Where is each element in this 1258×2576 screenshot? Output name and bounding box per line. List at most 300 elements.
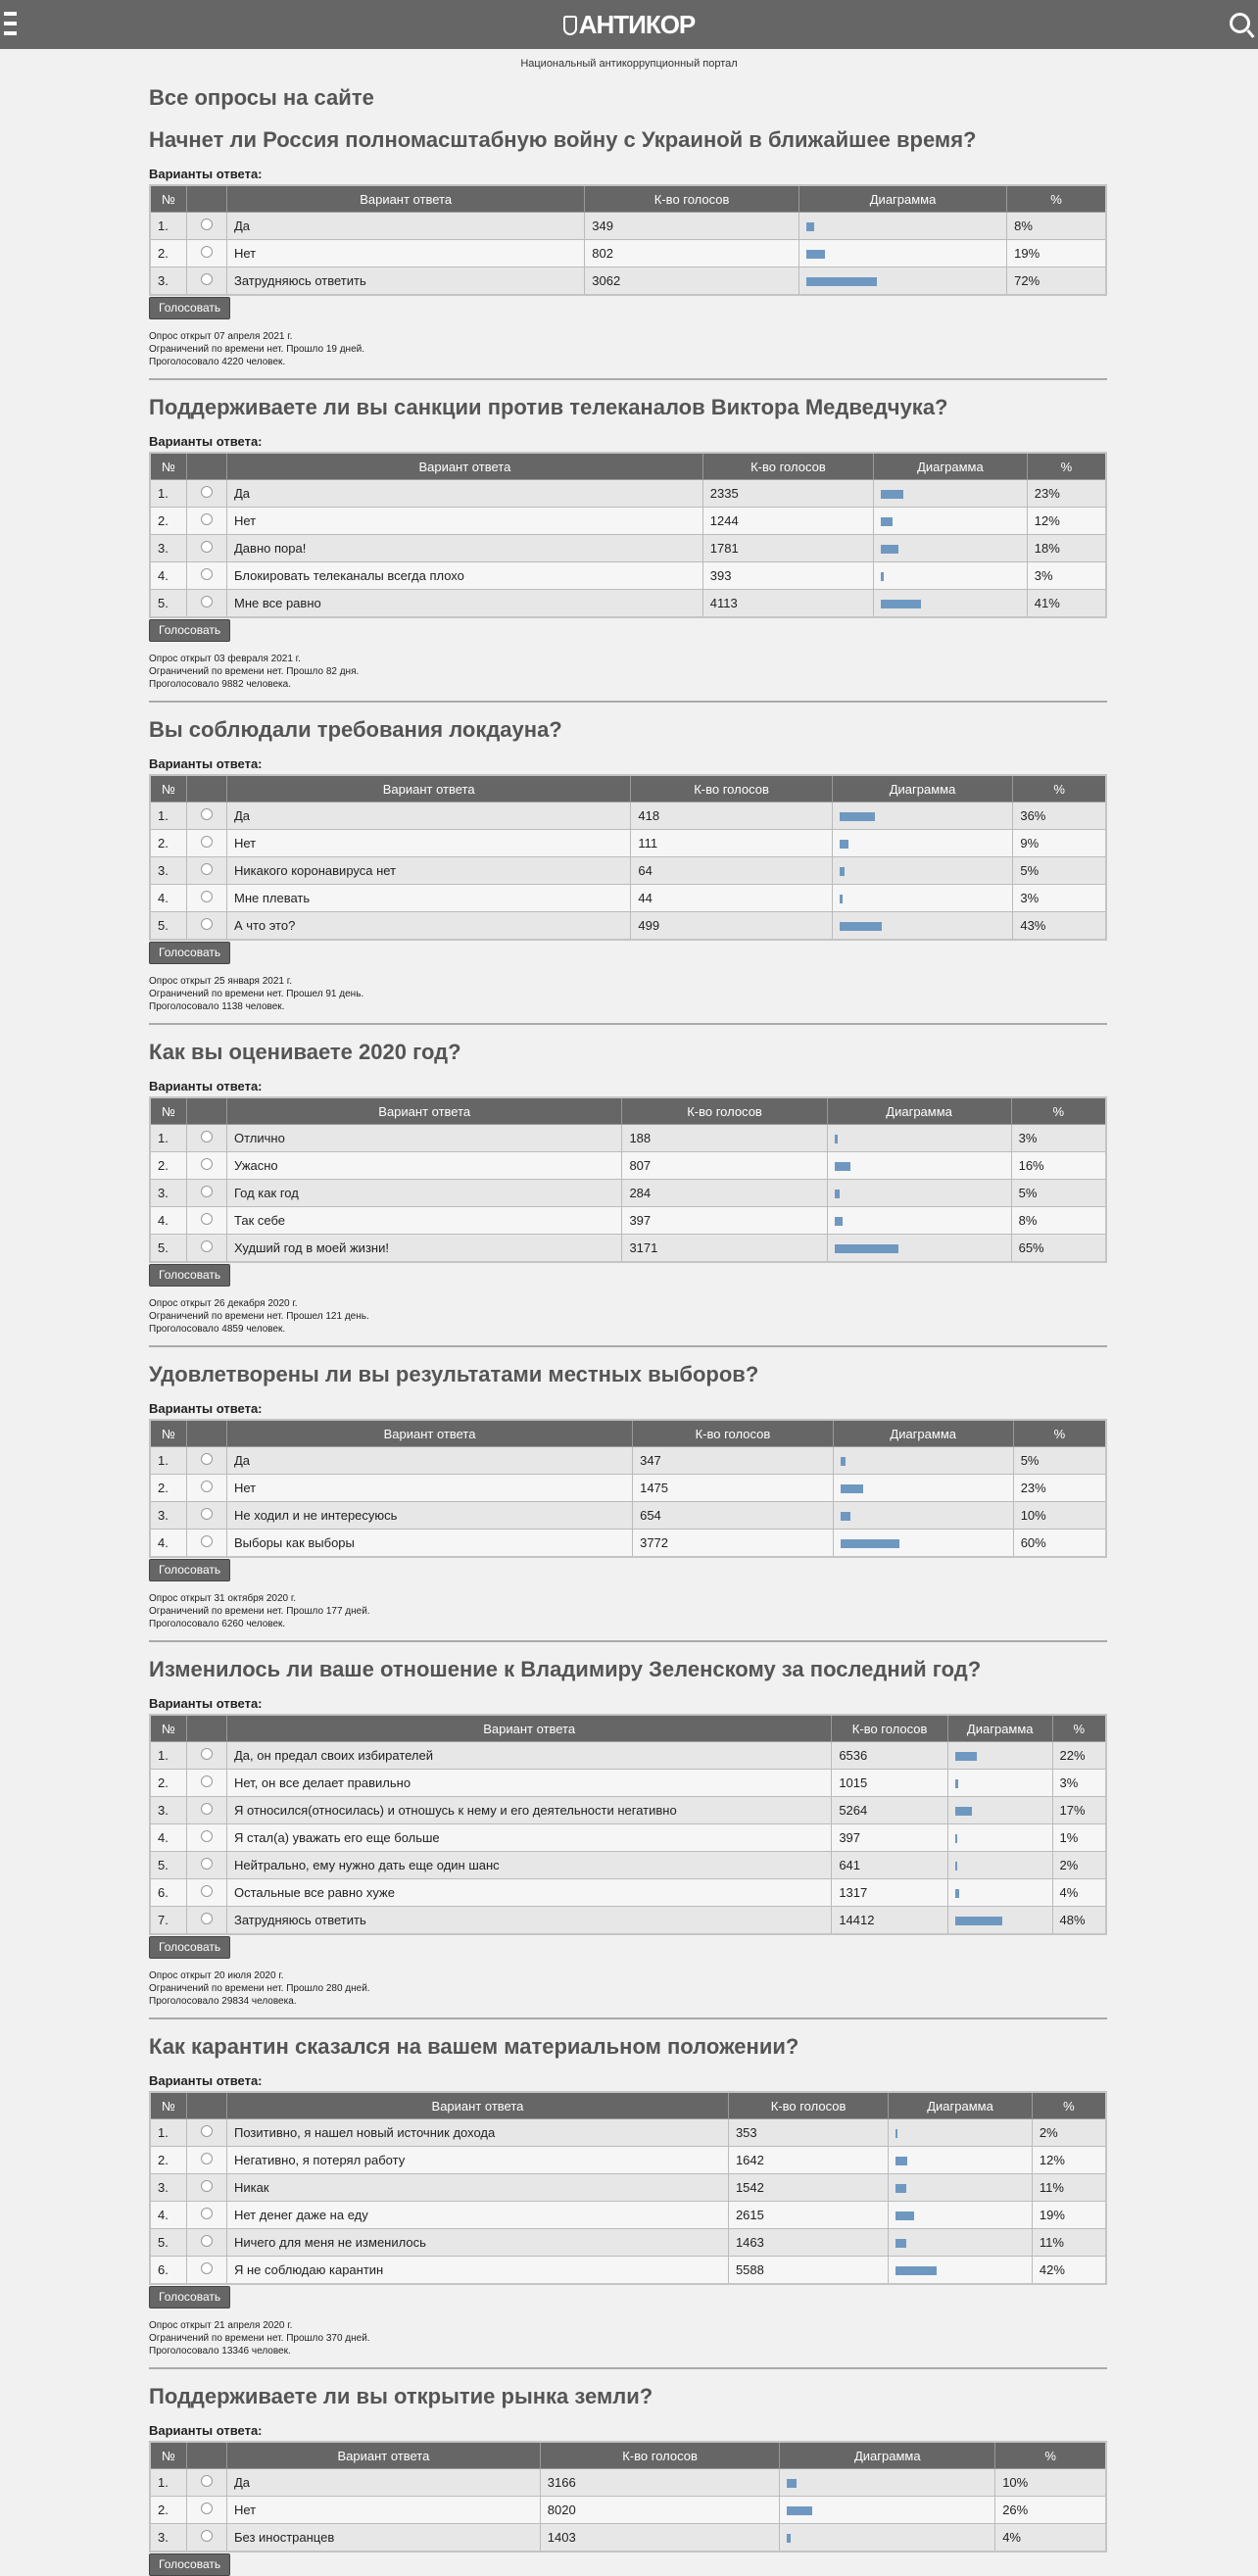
table-row — [150, 857, 1106, 885]
diagram-cell — [832, 830, 1013, 857]
percent: 11% — [1032, 2174, 1106, 2202]
meta-line: Ограничений по времени нет. Прошло 370 дней. — [149, 2333, 370, 2344]
percent: 43% — [1013, 912, 1106, 941]
answer-label: Мне плевать — [227, 885, 631, 912]
vote-button[interactable]: Голосовать — [149, 942, 230, 964]
logo-text: АНТИКОР — [578, 10, 696, 39]
diagram-cell — [832, 912, 1013, 941]
vote-count: 1015 — [832, 1770, 948, 1797]
answer-radio[interactable] — [201, 808, 213, 820]
column-header — [187, 453, 227, 480]
vote-button[interactable]: Голосовать — [149, 1264, 230, 1287]
answer-label: Нет денег даже на еду — [227, 2202, 729, 2229]
result-bar — [835, 1135, 838, 1143]
radio-cell — [187, 1824, 227, 1852]
percent: 5% — [1013, 1447, 1106, 1475]
table-row — [150, 1907, 1106, 1935]
column-header — [187, 1097, 227, 1125]
result-bar — [841, 1539, 899, 1548]
row-number: 2. — [150, 1770, 187, 1797]
result-bar — [835, 1190, 840, 1198]
answer-radio[interactable] — [201, 1508, 213, 1520]
meta-line: Ограничений по времени нет. Прошло 19 дней. — [149, 344, 364, 355]
percent: 12% — [1027, 508, 1106, 535]
answer-label: Мне все равно — [227, 590, 703, 618]
row-number: 4. — [150, 2202, 187, 2229]
answer-label: Нет — [227, 1475, 633, 1502]
answer-label: Никакого коронавируса нет — [227, 857, 631, 885]
vote-count: 1542 — [728, 2174, 888, 2202]
answer-label: Давно пора! — [227, 535, 703, 562]
diagram-cell — [947, 1770, 1052, 1797]
answer-label: Выборы как выборы — [227, 1530, 633, 1558]
diagram-cell — [947, 1852, 1052, 1879]
meta-line: Опрос открыт 21 апреля 2020 г. — [149, 2320, 293, 2331]
vote-count: 1642 — [728, 2147, 888, 2174]
vote-button[interactable]: Голосовать — [149, 297, 230, 319]
row-number: 5. — [150, 1235, 187, 1263]
vote-count: 1781 — [702, 535, 873, 562]
column-header: Диаграмма — [889, 2092, 1033, 2119]
percent: 2% — [1032, 2119, 1106, 2147]
radio-cell — [187, 1125, 227, 1152]
site-logo[interactable] — [0, 0, 1258, 49]
table-row — [150, 2147, 1106, 2174]
row-number: 5. — [150, 590, 187, 618]
column-header: Диаграмма — [827, 1097, 1011, 1125]
column-header: К-во голосов — [728, 2092, 888, 2119]
answer-radio[interactable] — [201, 1481, 213, 1492]
percent: 36% — [1013, 802, 1106, 830]
meta-line: Проголосовало 6260 человек. — [149, 1619, 286, 1629]
table-row — [150, 508, 1106, 535]
row-number: 1. — [150, 1447, 187, 1475]
radio-cell — [187, 2174, 227, 2202]
radio-cell — [187, 1475, 227, 1502]
poll-section — [149, 2019, 1107, 2369]
percent: 48% — [1052, 1907, 1106, 1935]
table-row — [150, 1235, 1106, 1263]
column-header: № — [150, 453, 187, 480]
vote-count: 1317 — [832, 1879, 948, 1907]
poll-table — [149, 2091, 1107, 2285]
row-number: 5. — [150, 1852, 187, 1879]
column-header: % — [1032, 2092, 1106, 2119]
meta-line: Опрос открыт 03 февраля 2021 г. — [149, 654, 301, 664]
answer-label: Затрудняюсь ответить — [227, 267, 585, 296]
vote-count: 1244 — [702, 508, 873, 535]
table-row — [150, 1797, 1106, 1824]
radio-cell — [187, 1742, 227, 1770]
row-number: 2. — [150, 830, 187, 857]
column-header: % — [1027, 453, 1106, 480]
vote-button[interactable]: Голосовать — [149, 2553, 230, 2576]
radio-cell — [187, 480, 227, 508]
vote-count: 1475 — [633, 1475, 834, 1502]
vote-count: 1463 — [728, 2229, 888, 2257]
table-row — [150, 2257, 1106, 2285]
column-header: Вариант ответа — [227, 453, 703, 480]
vote-count: 4113 — [702, 590, 873, 618]
answer-radio[interactable] — [201, 2235, 213, 2247]
diagram-cell — [832, 802, 1013, 830]
poll-meta — [149, 653, 1107, 691]
column-header: № — [150, 1715, 187, 1742]
column-header: К-во голосов — [832, 1715, 948, 1742]
table-row — [150, 1530, 1106, 1558]
table-row — [150, 480, 1106, 508]
page-title: Все опросы на сайте — [149, 85, 374, 110]
vote-count: 3166 — [540, 2469, 780, 2497]
table-row — [150, 2229, 1106, 2257]
poll-title: Как карантин сказался на вашем материальном положении? — [149, 2034, 799, 2059]
poll-meta — [149, 975, 1107, 1013]
answer-label: Блокировать телеканалы всегда плохо — [227, 562, 703, 590]
vote-button[interactable]: Голосовать — [149, 2286, 230, 2309]
answer-radio[interactable] — [201, 1535, 213, 1547]
radio-cell — [187, 1180, 227, 1207]
meta-line: Опрос открыт 20 июля 2020 г. — [149, 1970, 284, 1981]
column-header: № — [150, 1420, 187, 1447]
poll-title: Изменилось ли ваше отношение к Владимиру Зеленскому за последний год? — [149, 1657, 982, 1681]
answer-label: Без иностранцев — [227, 2524, 541, 2552]
vote-count: 802 — [585, 240, 799, 267]
answer-radio[interactable] — [201, 1775, 213, 1787]
vote-count: 807 — [622, 1152, 827, 1180]
answer-radio[interactable] — [201, 1885, 213, 1897]
radio-cell — [187, 213, 227, 240]
radio-cell — [187, 1907, 227, 1935]
percent: 65% — [1011, 1235, 1106, 1263]
diagram-cell — [947, 1797, 1052, 1824]
table-row — [150, 1447, 1106, 1475]
poll-section — [149, 113, 1107, 380]
column-header: Диаграмма — [832, 775, 1013, 802]
radio-cell — [187, 1152, 227, 1180]
radio-cell — [187, 1797, 227, 1824]
result-bar — [955, 1779, 958, 1788]
table-row — [150, 1770, 1106, 1797]
percent: 3% — [1052, 1770, 1106, 1797]
answer-radio[interactable] — [201, 486, 213, 498]
column-header: % — [1007, 185, 1106, 213]
diagram-cell — [827, 1180, 1011, 1207]
answer-radio[interactable] — [201, 891, 213, 902]
row-number: 2. — [150, 2147, 187, 2174]
poll-meta — [149, 2319, 1107, 2357]
vote-count: 5588 — [728, 2257, 888, 2285]
radio-cell — [187, 885, 227, 912]
vote-count: 499 — [631, 912, 832, 941]
answer-radio[interactable] — [201, 2153, 213, 2164]
column-header: К-во голосов — [702, 453, 873, 480]
answer-radio[interactable] — [201, 1453, 213, 1465]
percent: 3% — [1011, 1125, 1106, 1152]
row-number: 1. — [150, 802, 187, 830]
table-row — [150, 213, 1106, 240]
radio-cell — [187, 2469, 227, 2497]
answer-radio[interactable] — [201, 1748, 213, 1760]
column-header: № — [150, 1097, 187, 1125]
column-header: № — [150, 775, 187, 802]
row-number: 4. — [150, 1530, 187, 1558]
result-bar — [840, 922, 882, 931]
percent: 3% — [1027, 562, 1106, 590]
table-header-row — [150, 1097, 1106, 1125]
result-bar — [840, 812, 875, 821]
table-row — [150, 267, 1106, 296]
answer-label: Да — [227, 1447, 633, 1475]
radio-cell — [187, 1530, 227, 1558]
vote-count: 2615 — [728, 2202, 888, 2229]
column-header: Диаграмма — [947, 1715, 1052, 1742]
table-row — [150, 562, 1106, 590]
row-number: 1. — [150, 1742, 187, 1770]
table-row — [150, 1475, 1106, 1502]
table-row — [150, 1125, 1106, 1152]
options-label: Варианты ответа: — [149, 2423, 263, 2438]
poll-section — [149, 2369, 1107, 2576]
row-number: 7. — [150, 1907, 187, 1935]
radio-cell — [187, 590, 227, 618]
radio-cell — [187, 535, 227, 562]
row-number: 3. — [150, 1180, 187, 1207]
poll-table — [149, 1714, 1107, 1935]
answer-radio[interactable] — [201, 2180, 213, 2192]
percent: 42% — [1032, 2257, 1106, 2285]
table-header-row — [150, 185, 1106, 213]
poll-section — [149, 1347, 1107, 1642]
column-header: № — [150, 185, 187, 213]
meta-line: Проголосовало 29834 человека. — [149, 1996, 297, 2007]
vote-count: 44 — [631, 885, 832, 912]
vote-count: 3062 — [585, 267, 799, 296]
meta-line: Опрос открыт 25 января 2021 г. — [149, 976, 292, 987]
column-header: Вариант ответа — [227, 1420, 633, 1447]
vote-count: 188 — [622, 1125, 827, 1152]
row-number: 6. — [150, 2257, 187, 2285]
poll-title: Вы соблюдали требования локдауна? — [149, 717, 562, 742]
vote-count: 1403 — [540, 2524, 780, 2552]
percent: 16% — [1011, 1152, 1106, 1180]
percent: 18% — [1027, 535, 1106, 562]
diagram-cell — [889, 2147, 1033, 2174]
answer-radio[interactable] — [201, 918, 213, 930]
meta-line: Ограничений по времени нет. Прошел 91 день. — [149, 989, 364, 999]
meta-line: Опрос открыт 26 декабря 2020 г. — [149, 1298, 298, 1309]
answer-radio[interactable] — [201, 219, 213, 230]
table-header-row — [150, 1715, 1106, 1742]
result-bar — [787, 2479, 797, 2488]
answer-label: Нет — [227, 830, 631, 857]
percent: 17% — [1052, 1797, 1106, 1824]
column-header: Вариант ответа — [227, 2442, 541, 2469]
result-bar — [840, 895, 843, 903]
poll-table — [149, 452, 1107, 618]
radio-cell — [187, 2119, 227, 2147]
row-number: 4. — [150, 562, 187, 590]
column-header: К-во голосов — [585, 185, 799, 213]
row-number: 3. — [150, 267, 187, 296]
result-bar — [840, 867, 845, 876]
diagram-cell — [889, 2174, 1033, 2202]
answer-label: Никак — [227, 2174, 729, 2202]
result-bar — [955, 1862, 957, 1871]
vote-button[interactable]: Голосовать — [149, 1559, 230, 1581]
row-number: 2. — [150, 1475, 187, 1502]
answer-radio[interactable] — [201, 513, 213, 525]
poll-meta — [149, 1297, 1107, 1336]
diagram-cell — [827, 1152, 1011, 1180]
row-number: 2. — [150, 508, 187, 535]
answer-radio[interactable] — [201, 2530, 213, 2542]
vote-count: 111 — [631, 830, 832, 857]
search-icon[interactable] — [1230, 13, 1250, 33]
answer-radio[interactable] — [201, 836, 213, 848]
vote-button[interactable]: Голосовать — [149, 619, 230, 642]
answer-radio[interactable] — [201, 246, 213, 258]
diagram-cell — [798, 240, 1006, 267]
table-row — [150, 1152, 1106, 1180]
radio-cell — [187, 2202, 227, 2229]
radio-cell — [187, 2147, 227, 2174]
row-number: 1. — [150, 213, 187, 240]
row-number: 5. — [150, 2229, 187, 2257]
diagram-cell — [833, 1502, 1013, 1530]
poll-meta — [149, 330, 1107, 368]
answer-radio[interactable] — [201, 2503, 213, 2514]
column-header: % — [1013, 775, 1106, 802]
answer-radio[interactable] — [201, 1213, 213, 1225]
vote-count: 397 — [832, 1824, 948, 1852]
radio-cell — [187, 2524, 227, 2552]
diagram-cell — [889, 2119, 1033, 2147]
percent: 23% — [1013, 1475, 1106, 1502]
poll-title: Поддерживаете ли вы открытие рынка земли? — [149, 2384, 653, 2408]
answer-radio[interactable] — [201, 2475, 213, 2487]
result-bar — [881, 545, 898, 554]
answer-radio[interactable] — [201, 568, 213, 580]
options-label: Варианты ответа: — [149, 1079, 263, 1094]
radio-cell — [187, 2497, 227, 2524]
column-header: % — [995, 2442, 1106, 2469]
radio-cell — [187, 1770, 227, 1797]
table-row — [150, 1180, 1106, 1207]
vote-count: 5264 — [832, 1797, 948, 1824]
vote-count: 418 — [631, 802, 832, 830]
radio-cell — [187, 857, 227, 885]
result-bar — [881, 490, 903, 499]
answer-radio[interactable] — [201, 863, 213, 875]
result-bar — [881, 517, 893, 526]
result-bar — [835, 1217, 843, 1226]
table-row — [150, 912, 1106, 941]
row-number: 2. — [150, 2497, 187, 2524]
vote-count: 6536 — [832, 1742, 948, 1770]
percent: 3% — [1013, 885, 1106, 912]
answer-label: Нейтрально, ему нужно дать еще один шанс — [227, 1852, 832, 1879]
answer-radio[interactable] — [201, 2125, 213, 2137]
answer-label: Остальные все равно хуже — [227, 1879, 832, 1907]
answer-radio[interactable] — [201, 1830, 213, 1842]
meta-line: Опрос открыт 07 апреля 2021 г. — [149, 331, 293, 342]
answer-radio[interactable] — [201, 1858, 213, 1870]
shield-icon — [563, 16, 577, 35]
row-number: 4. — [150, 1207, 187, 1235]
percent: 12% — [1032, 2147, 1106, 2174]
answer-label: Я не соблюдаю карантин — [227, 2257, 729, 2285]
vote-count: 654 — [633, 1502, 834, 1530]
result-bar — [806, 222, 814, 231]
column-header: Диаграмма — [833, 1420, 1013, 1447]
answer-radio[interactable] — [201, 1240, 213, 1252]
percent: 22% — [1052, 1742, 1106, 1770]
diagram-cell — [833, 1475, 1013, 1502]
percent: 4% — [1052, 1879, 1106, 1907]
result-bar — [835, 1244, 898, 1253]
diagram-cell — [798, 213, 1006, 240]
table-row — [150, 885, 1106, 912]
vote-button[interactable]: Голосовать — [149, 1936, 230, 1959]
table-row — [150, 2174, 1106, 2202]
vote-count: 14412 — [832, 1907, 948, 1935]
column-header: % — [1011, 1097, 1106, 1125]
diagram-cell — [947, 1742, 1052, 1770]
column-header: К-во голосов — [631, 775, 832, 802]
answer-radio[interactable] — [201, 541, 213, 553]
meta-line: Ограничений по времени нет. Прошло 82 дня. — [149, 666, 360, 677]
diagram-cell — [827, 1207, 1011, 1235]
table-row — [150, 1824, 1106, 1852]
column-header: К-во голосов — [633, 1420, 834, 1447]
answer-radio[interactable] — [201, 273, 213, 285]
diagram-cell — [780, 2497, 995, 2524]
column-header: № — [150, 2092, 187, 2119]
diagram-cell — [874, 562, 1028, 590]
result-bar — [806, 250, 825, 259]
answer-label: Не ходил и не интересуюсь — [227, 1502, 633, 1530]
answer-radio[interactable] — [201, 596, 213, 608]
answer-radio[interactable] — [201, 2262, 213, 2274]
answer-radio[interactable] — [201, 1131, 213, 1142]
poll-title: Как вы оцениваете 2020 год? — [149, 1040, 461, 1064]
options-label: Варианты ответа: — [149, 1696, 263, 1711]
poll-section — [149, 703, 1107, 1025]
column-header: Вариант ответа — [227, 1097, 622, 1125]
row-number: 3. — [150, 1797, 187, 1824]
percent: 41% — [1027, 590, 1106, 618]
vote-count: 3171 — [622, 1235, 827, 1263]
diagram-cell — [827, 1125, 1011, 1152]
radio-cell — [187, 912, 227, 941]
table-row — [150, 240, 1106, 267]
answer-radio[interactable] — [201, 2208, 213, 2219]
answer-radio[interactable] — [201, 1913, 213, 1924]
answer-radio[interactable] — [201, 1803, 213, 1815]
radio-cell — [187, 240, 227, 267]
options-label: Варианты ответа: — [149, 756, 263, 771]
diagram-cell — [874, 480, 1028, 508]
meta-line: Проголосовало 13346 человек. — [149, 2346, 291, 2357]
answer-label: Нет — [227, 508, 703, 535]
meta-line: Ограничений по времени нет. Прошло 177 дней. — [149, 1606, 370, 1617]
answer-radio[interactable] — [201, 1186, 213, 1197]
row-number: 6. — [150, 1879, 187, 1907]
answer-radio[interactable] — [201, 1158, 213, 1170]
table-header-row — [150, 775, 1106, 802]
answer-label: Нет — [227, 2497, 541, 2524]
column-header: К-во голосов — [540, 2442, 780, 2469]
